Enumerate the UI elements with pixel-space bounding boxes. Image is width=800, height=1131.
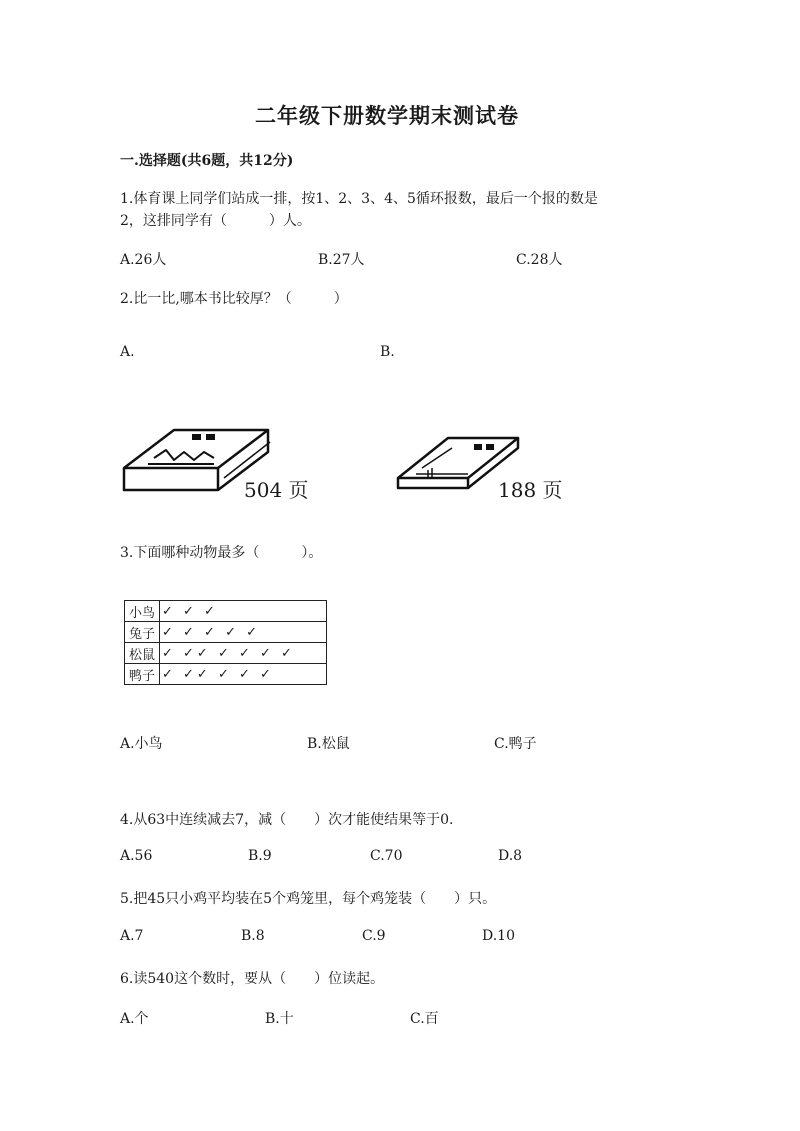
question-6-option-c[interactable]: C.百 [410, 1011, 439, 1027]
question-5-text: 5.把45只小鸡平均装在5个鸡笼里，每个鸡笼装（ ）只。 [120, 891, 497, 907]
tally-table [124, 600, 327, 685]
question-1-option-c[interactable]: C.28人 [516, 252, 563, 268]
animal-label: 松鼠 [125, 643, 160, 664]
question-2-text: 2.比一比,哪本书比较厚？（ ） [120, 291, 348, 307]
question-5-option-c[interactable]: C.9 [362, 928, 386, 944]
question-2-option-b[interactable]: B. [380, 344, 395, 360]
question-4-option-b[interactable]: B.9 [248, 848, 272, 864]
question-3-text: 3.下面哪种动物最多（ ）。 [120, 545, 323, 561]
table-row [125, 643, 327, 664]
section-heading: 一.选择题(共6题，共12分) [120, 153, 294, 169]
question-6-text: 6.读540这个数时，要从（ ）位读起。 [120, 971, 385, 987]
question-4-option-a[interactable]: A.56 [120, 848, 153, 864]
tally-marks: ✓ ✓ ✓ ✓ ✓ [160, 622, 327, 643]
question-1-line-2: 2，这排同学有（ ）人。 [120, 213, 311, 229]
animal-label: 小鸟 [125, 601, 160, 622]
animal-label: 鸭子 [125, 664, 160, 685]
question-6-option-a[interactable]: A.个 [120, 1011, 149, 1027]
page-title: 二年级下册数学期末测试卷 [255, 103, 519, 128]
question-3-option-a[interactable]: A.小鸟 [120, 736, 163, 752]
table-row [125, 601, 327, 622]
table-row [125, 664, 327, 685]
book-b-pages: 188 页 [498, 478, 563, 502]
question-5-option-a[interactable]: A.7 [120, 928, 144, 944]
question-6-option-b[interactable]: B.十 [265, 1011, 294, 1027]
tally-marks: ✓ ✓✓ ✓ ✓ ✓ ✓ [160, 643, 327, 664]
question-5-option-d[interactable]: D.10 [482, 928, 515, 944]
book-a-pages: 504 页 [244, 478, 309, 502]
question-1-line-1: 1.体育课上同学们站成一排，按1、2、3、4、5循环报数，最后一个报的数是 [120, 191, 598, 207]
question-4-option-d[interactable]: D.8 [498, 848, 523, 864]
tally-marks: ✓ ✓ ✓ [160, 601, 327, 622]
question-1-option-b[interactable]: B.27人 [318, 252, 365, 268]
question-2-option-a[interactable]: A. [120, 344, 135, 360]
table-row [125, 622, 327, 643]
question-1-option-a[interactable]: A.26人 [120, 252, 167, 268]
question-5-option-b[interactable]: B.8 [241, 928, 265, 944]
question-3-option-b[interactable]: B.松鼠 [307, 736, 350, 752]
question-4-text: 4.从63中连续减去7，减（ ）次才能使结果等于0. [120, 812, 454, 828]
question-3-option-c[interactable]: C.鸭子 [494, 736, 537, 752]
question-4-option-c[interactable]: C.70 [370, 848, 403, 864]
tally-marks: ✓ ✓✓ ✓ ✓ ✓ [160, 664, 327, 685]
animal-label: 兔子 [125, 622, 160, 643]
